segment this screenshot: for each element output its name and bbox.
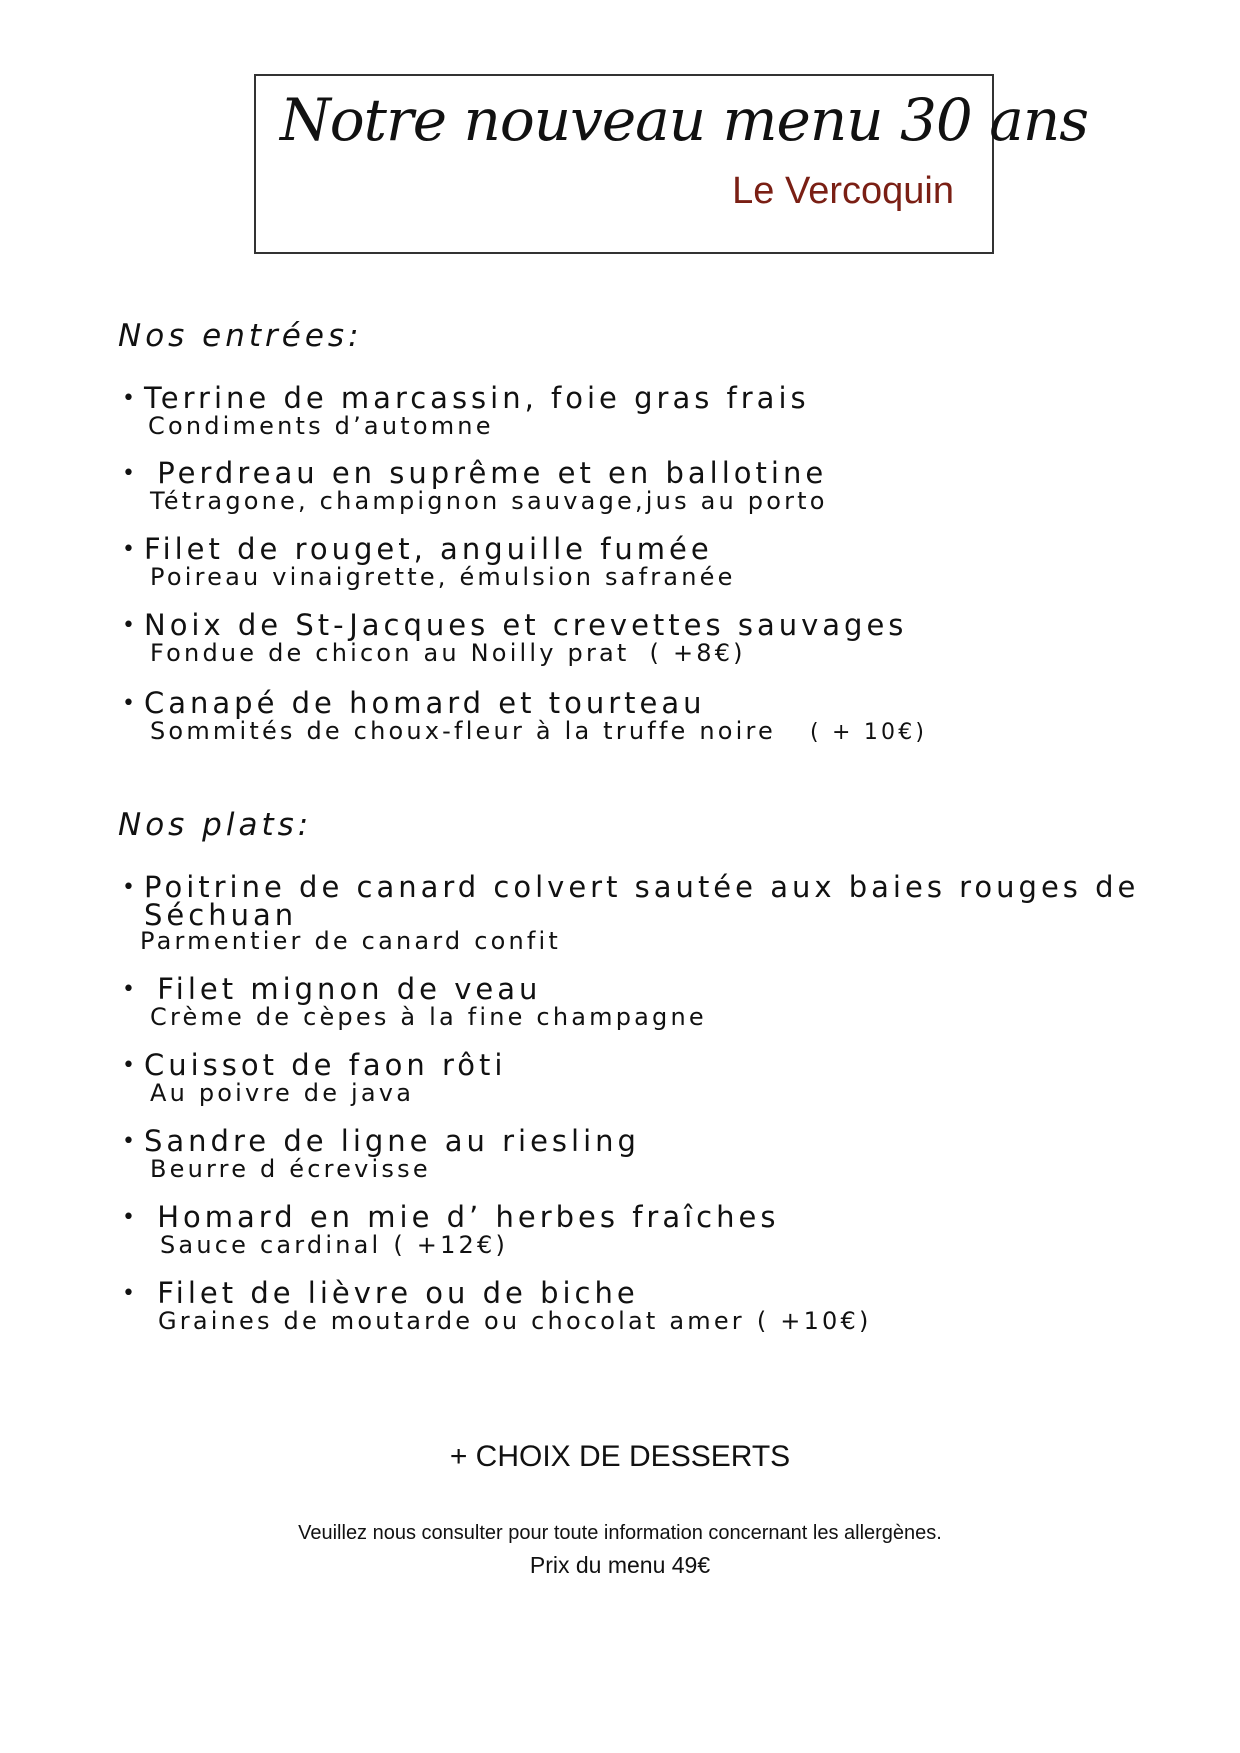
menu-item-plat [122,1200,780,1259]
dish-name: Terrine de marcassin, foie gras frais [144,381,810,415]
dish-supplement: ( + 10€) [810,720,928,745]
dish-description: Condiments d’automne [148,412,494,440]
menu-item-plat [122,1276,872,1335]
bullet-icon: • [122,613,135,638]
dish-name: Poitrine de canard colvert sautée aux baies rouges de [144,870,1140,904]
dish-description: Sommités de choux-fleur à la truffe noire [150,717,777,745]
dish-description: Graines de moutarde ou chocolat amer [158,1307,745,1335]
dish-description: Parmentier de canard confit [140,927,562,955]
dish-name: Filet mignon de veau [157,972,542,1006]
dish-supplement: ( +8€) [649,639,746,667]
menu-item-entree [122,686,928,746]
bullet-icon: • [122,537,135,562]
bullet-icon: • [122,461,135,486]
dish-description: Fondue de chicon au Noilly prat [150,639,630,667]
menu-item-entree [122,608,908,667]
menu-title-box [254,74,1088,254]
dish-description: Poireau vinaigrette, émulsion safranée [150,563,736,591]
dish-supplement: ( +12€) [393,1231,509,1259]
dish-name: Noix de St-Jacques et crevettes sauvages [144,608,908,642]
bullet-icon: • [122,386,135,411]
dish-name: Cuissot de faon rôti [144,1048,507,1082]
dish-supplement: ( +10€) [756,1307,872,1335]
menu-item-plat [122,972,707,1031]
bullet-icon: • [122,1281,135,1306]
section-title-plats: Nos plats: [118,807,313,843]
menu-item-entree [122,456,828,515]
dish-name: Sandre de ligne au riesling [144,1124,640,1158]
menu-item-plat [122,870,1140,955]
menu-item-entree [122,532,736,591]
menu-item-entree [122,381,810,440]
dish-description: Crème de cèpes à la fine champagne [150,1003,707,1031]
dish-description: Au poivre de java [150,1079,415,1107]
dish-description: Sauce cardinal [160,1231,382,1259]
bullet-icon: • [122,691,135,716]
dish-description: Tétragone, champignon sauvage,jus au porto [150,487,828,515]
section-title-entrees: Nos entrées: [118,318,363,354]
dish-name: Homard en mie d’ herbes fraîches [157,1200,780,1234]
bullet-icon: • [122,1053,135,1078]
menu-title: Notre nouveau menu 30 ans [280,86,1088,154]
allergens-note: Veuillez nous consulter pour toute information concernant les allergènes. [298,1522,942,1544]
dish-name: Filet de rouget, anguille fumée [144,532,713,566]
dish-name: Perdreau en suprême et en ballotine [157,456,828,490]
menu-item-plat [122,1048,507,1107]
dish-name-continued: Séchuan [144,898,298,932]
menu-item-plat [122,1124,640,1183]
menu-price: Prix du menu 49€ [529,1552,711,1578]
dish-name: Filet de lièvre ou de biche [157,1276,639,1310]
dish-description: Beurre d écrevisse [150,1155,431,1183]
bullet-icon: • [122,1205,135,1230]
dish-name: Canapé de homard et tourteau [144,686,706,720]
restaurant-name: Le Vercoquin [732,170,954,212]
desserts-choice: + CHOIX DE DESSERTS [449,1440,791,1473]
bullet-icon: • [122,1129,135,1154]
bullet-icon: • [122,977,135,1002]
bullet-icon: • [122,875,135,900]
